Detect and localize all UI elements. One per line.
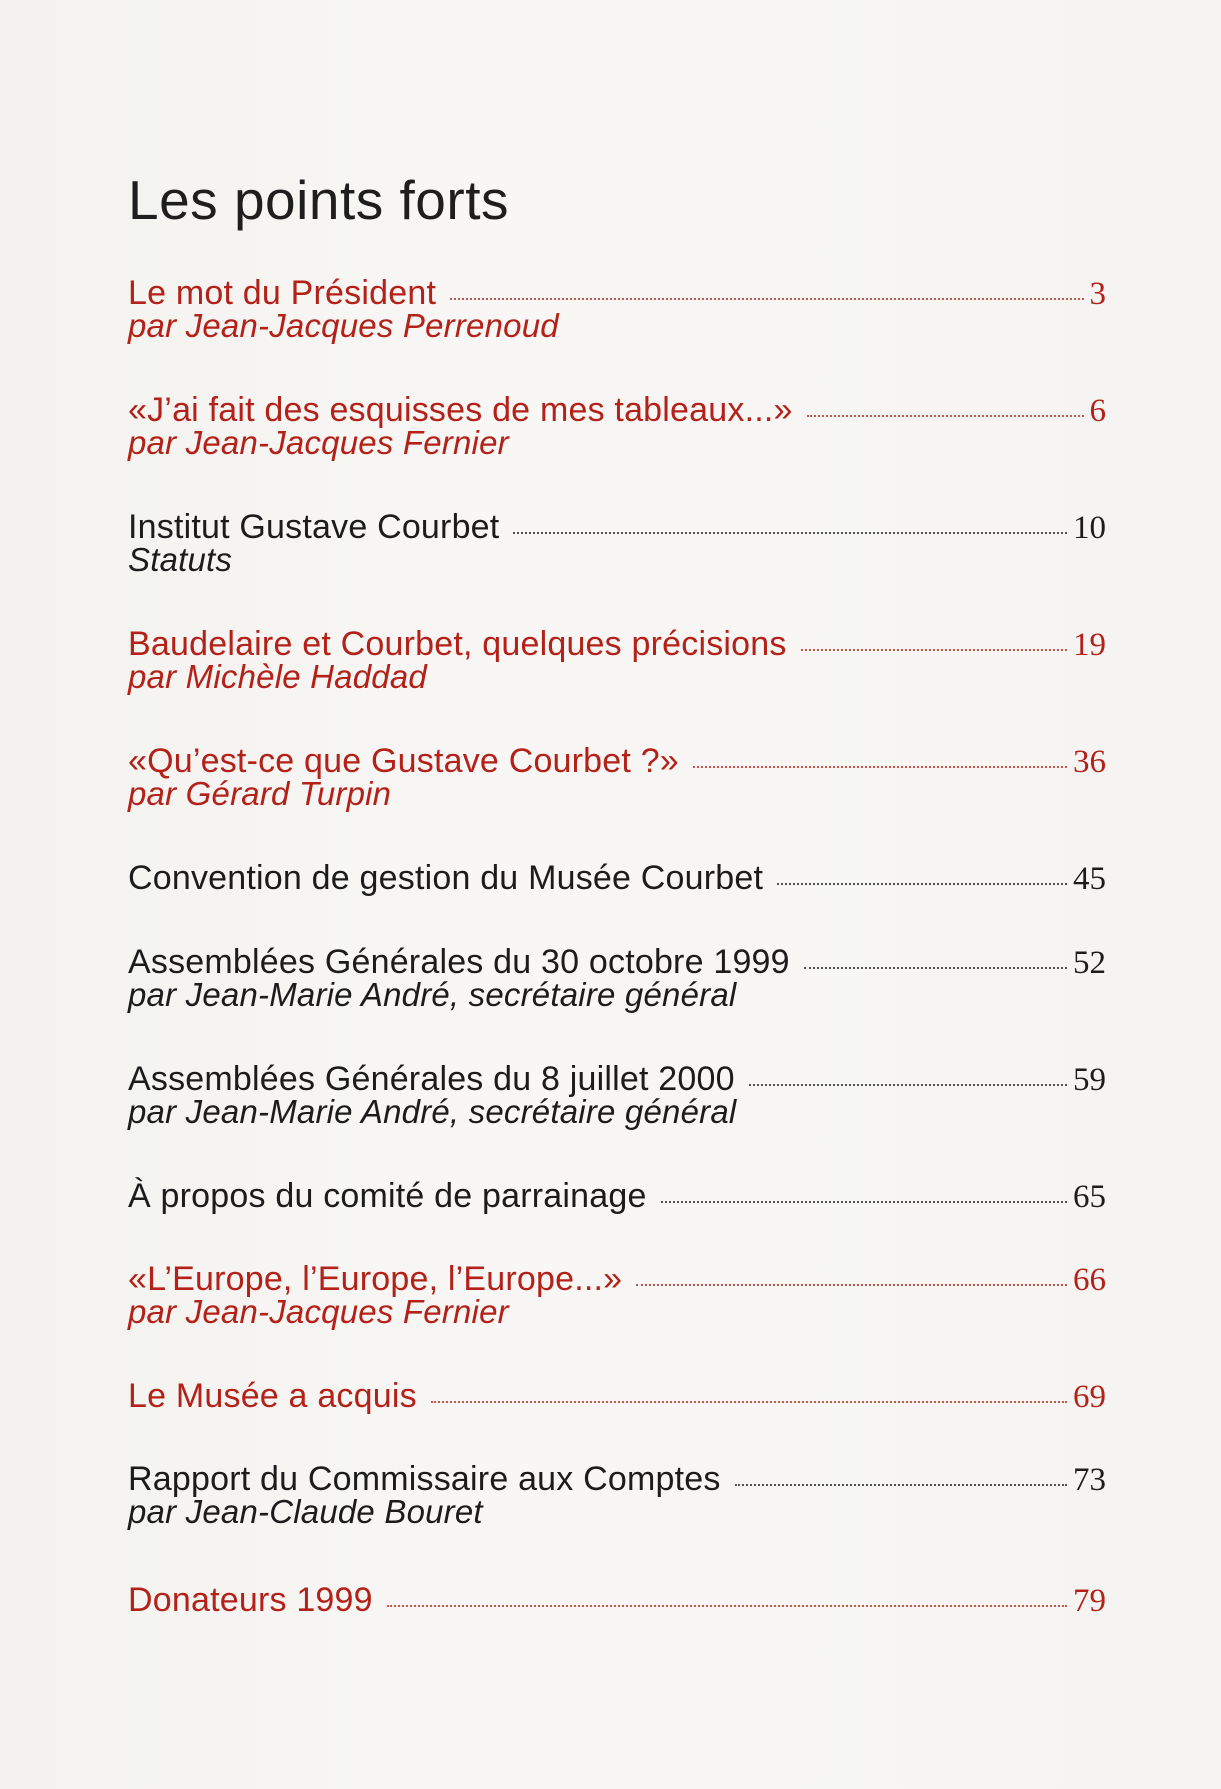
toc-entry-author: par Jean-Jacques Perrenoud <box>128 307 559 344</box>
toc-entry-label: Convention de gestion du Musée Courbet <box>128 859 764 897</box>
toc-page-number: 69 <box>1073 1379 1106 1415</box>
toc-leader-dots <box>807 414 1084 417</box>
toc-line <box>128 1177 1106 1216</box>
toc-entry-label: Baudelaire et Courbet, quelques précisions <box>128 625 787 663</box>
toc-entry[interactable] <box>128 1460 1106 1531</box>
toc-leader-dots <box>387 1604 1067 1607</box>
toc-line <box>128 1581 1106 1620</box>
toc-leader-dots <box>801 648 1067 651</box>
toc-leader-dots <box>804 966 1067 969</box>
toc-entry[interactable] <box>128 274 1106 345</box>
toc-entry[interactable] <box>128 1060 1106 1131</box>
toc-leader-dots <box>636 1283 1067 1286</box>
page-title: Les points forts <box>128 169 509 231</box>
toc-leader-dots <box>513 531 1067 534</box>
toc-page-number: 3 <box>1089 276 1106 312</box>
toc-line <box>128 1377 1106 1416</box>
toc-entry[interactable] <box>128 1177 1106 1216</box>
toc-page-number: 66 <box>1073 1262 1106 1298</box>
toc-page-number: 65 <box>1073 1179 1106 1215</box>
toc-leader-dots <box>661 1200 1067 1203</box>
toc-page-number: 79 <box>1073 1583 1106 1619</box>
toc-entry-label: Assemblées Générales du 30 octobre 1999 <box>128 943 790 981</box>
toc-leader-dots <box>749 1083 1067 1086</box>
toc-entry[interactable] <box>128 1260 1106 1331</box>
toc-leader-dots <box>431 1400 1067 1403</box>
toc-entry[interactable] <box>128 859 1106 898</box>
toc-leader-dots <box>693 765 1067 768</box>
toc-entry-label: Le mot du Président <box>128 274 437 312</box>
toc-entry[interactable] <box>128 1581 1106 1620</box>
toc-page-number: 19 <box>1073 627 1106 663</box>
toc-entry-label: Institut Gustave Courbet <box>128 508 500 546</box>
toc-entry-author: par Jean-Jacques Fernier <box>128 424 509 461</box>
toc-leader-dots <box>777 882 1067 885</box>
toc-entry-author: par Jean-Jacques Fernier <box>128 1293 509 1330</box>
toc-entry-label: Donateurs 1999 <box>128 1581 373 1619</box>
toc-entry-label: «J’ai fait des esquisses de mes tableaux...» <box>128 391 793 429</box>
toc-entry[interactable] <box>128 742 1106 813</box>
toc-entry-label: «Qu’est-ce que Gustave Courbet ?» <box>128 742 679 780</box>
toc-page-number: 10 <box>1073 510 1106 546</box>
toc-entry[interactable] <box>128 943 1106 1014</box>
toc-entry-author: par Jean-Marie André, secrétaire général <box>128 1093 737 1130</box>
toc-entry[interactable] <box>128 1377 1106 1416</box>
toc-page-number: 45 <box>1073 861 1106 897</box>
toc-page-number: 73 <box>1073 1462 1106 1498</box>
toc-entry[interactable] <box>128 391 1106 462</box>
toc-page-number: 6 <box>1089 393 1106 429</box>
toc-entry-author: par Gérard Turpin <box>128 775 392 812</box>
toc-leader-dots <box>450 297 1083 300</box>
toc-entry-label: Assemblées Générales du 8 juillet 2000 <box>128 1060 735 1098</box>
toc-entry[interactable] <box>128 508 1106 579</box>
toc-page-number: 59 <box>1073 1062 1106 1098</box>
toc-entry-author: par Jean-Marie André, secrétaire général <box>128 976 737 1013</box>
toc-entry[interactable] <box>128 625 1106 696</box>
toc-entry-author: par Jean-Claude Bouret <box>128 1493 483 1530</box>
toc-entry-author: Statuts <box>128 541 233 578</box>
toc-entry-author: par Michèle Haddad <box>128 658 427 695</box>
toc-entry-label: À propos du comité de parrainage <box>128 1177 647 1215</box>
toc-entry-label: «L’Europe, l’Europe, l’Europe...» <box>128 1260 623 1298</box>
toc-entry-label: Rapport du Commissaire aux Comptes <box>128 1460 721 1498</box>
toc-page-number: 52 <box>1073 945 1106 981</box>
toc-line <box>128 859 1106 898</box>
toc-leader-dots <box>735 1483 1067 1486</box>
toc-entry-label: Le Musée a acquis <box>128 1377 417 1415</box>
toc-page-number: 36 <box>1073 744 1106 780</box>
